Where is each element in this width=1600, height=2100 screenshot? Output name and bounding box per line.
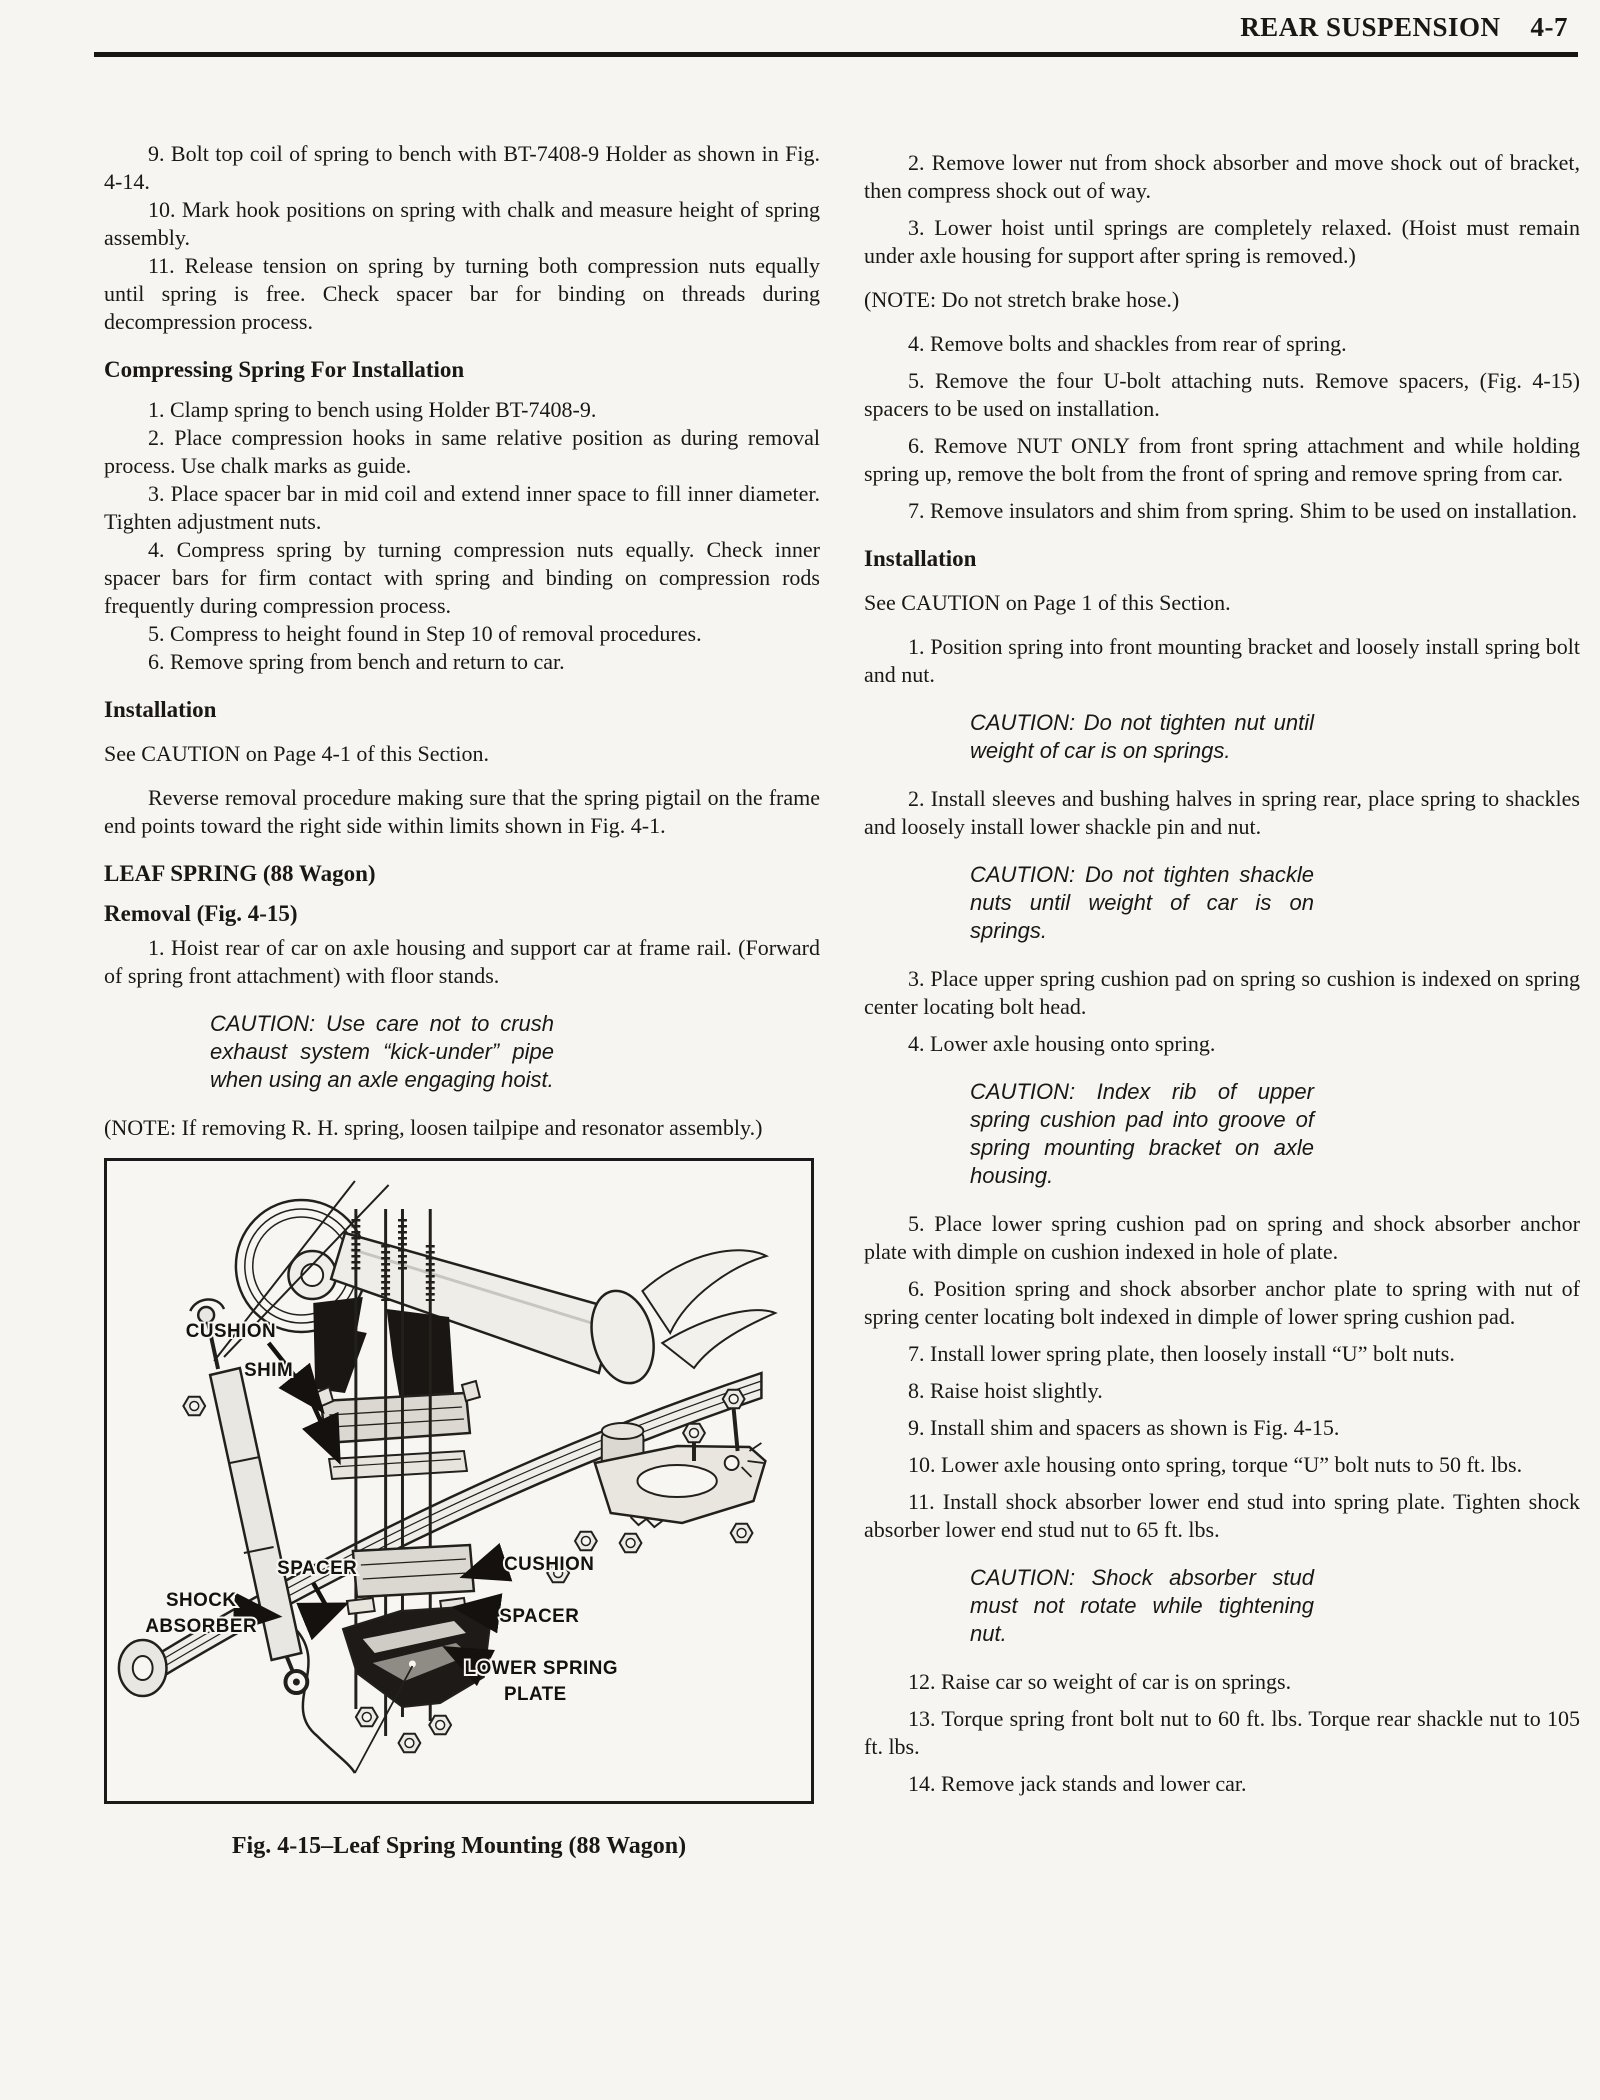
figure-label-cushion-lower: CUSHION	[504, 1553, 595, 1576]
procedure-step: 8. Raise hoist slightly.	[908, 1378, 1103, 1403]
figure-label-shim: SHIM	[244, 1359, 294, 1382]
caution-block: CAUTION: Do not tighten shackle nuts until weight of car is on springs.	[970, 862, 1314, 943]
procedure-step: 10. Lower axle housing onto spring, torque “U” bolt nuts to 50 ft. lbs.	[908, 1452, 1523, 1477]
procedure-step: 12. Raise car so weight of car is on springs.	[908, 1669, 1292, 1694]
procedure-step: 3. Lower hoist until springs are completely relaxed. (Hoist must remain under axle housing for support after spring is removed.)	[864, 215, 1580, 268]
header-page-number: 4-7	[1530, 12, 1568, 42]
figure-label-spacer-right: SPACER	[499, 1605, 580, 1628]
header-title: REAR SUSPENSION	[1240, 12, 1501, 42]
left-column	[104, 140, 820, 1860]
caution-block: CAUTION: Index rib of upper spring cushion pad into groove of spring mounting bracket on axle housing.	[970, 1079, 1314, 1188]
procedure-step: 6. Remove spring from bench and return to car.	[148, 649, 565, 674]
procedure-step: 11. Install shock absorber lower end stud into spring plate. Tighten shock absorber lower end stud nut to 65 ft. lbs.	[864, 1489, 1580, 1542]
figure-label-plate-2: PLATE	[503, 1683, 567, 1706]
procedure-step: 2. Remove lower nut from shock absorber and move shock out of bracket, then compress shock out of way.	[864, 150, 1580, 203]
body-paragraph: See CAUTION on Page 1 of this Section.	[864, 590, 1231, 615]
header-divider	[94, 52, 1578, 57]
procedure-step: 9. Bolt top coil of spring to bench with BT-7408-9 Holder as shown in Fig. 4-14.	[104, 141, 820, 194]
procedure-step: 3. Place upper spring cushion pad on spring so cushion is indexed on spring center locating bolt head.	[864, 966, 1580, 1019]
body-paragraph: See CAUTION on Page 4-1 of this Section.	[104, 741, 489, 766]
procedure-step: 9. Install shim and spacers as shown is Fig. 4-15.	[908, 1415, 1340, 1440]
procedure-step: 5. Compress to height found in Step 10 of removal procedures.	[148, 621, 702, 646]
procedure-step: 5. Place lower spring cushion pad on spring and shock absorber anchor plate with dimple on cushion indexed in hole of plate.	[864, 1211, 1580, 1264]
caution-block: CAUTION: Do not tighten nut until weight of car is on springs.	[970, 710, 1314, 763]
note-paragraph: (NOTE: Do not stretch brake hose.)	[864, 287, 1180, 312]
procedure-step: 5. Remove the four U-bolt attaching nuts. Remove spacers, (Fig. 4-15) spacers to be used on installation.	[864, 368, 1580, 421]
procedure-step: 6. Remove NUT ONLY from front spring attachment and while holding spring up, remove the bolt from the front of spring and remove spring from car.	[864, 433, 1580, 486]
procedure-step: 7. Remove insulators and shim from spring. Shim to be used on installation.	[908, 498, 1578, 523]
procedure-step: 11. Release tension on spring by turning both compression nuts equally until spring is free. Check spacer bar for binding on threads during decompression process.	[104, 253, 820, 334]
figure-caption: Fig. 4-15–Leaf Spring Mounting (88 Wagon)	[231, 1833, 687, 1859]
note-paragraph: (NOTE: If removing R. H. spring, loosen tailpipe and resonator assembly.)	[104, 1115, 763, 1140]
procedure-step: 4. Lower axle housing onto spring.	[908, 1031, 1216, 1056]
procedure-step: 10. Mark hook positions on spring with chalk and measure height of spring assembly.	[104, 197, 820, 250]
sub-heading: Removal (Fig. 4-15)	[104, 901, 298, 926]
right-column	[864, 140, 1580, 1798]
procedure-step: 3. Place spacer bar in mid coil and extend inner space to fill inner diameter. Tighten adjustment nuts.	[104, 481, 820, 534]
lower-cushion	[353, 1545, 474, 1597]
procedure-step: 1. Clamp spring to bench using Holder BT-7408-9.	[148, 397, 597, 422]
shim-plate	[329, 1451, 467, 1479]
procedure-step: 4. Compress spring by turning compression nuts equally. Check inner spacer bars for firm contact with spring and binding on compression rods frequently during compression process.	[104, 537, 820, 618]
figure-label-spacer-left: SPACER	[277, 1557, 358, 1580]
section-heading: Installation	[864, 546, 977, 571]
section-heading: Compressing Spring For Installation	[104, 357, 465, 382]
procedure-step: 14. Remove jack stands and lower car.	[908, 1771, 1247, 1796]
page-header	[1240, 12, 1568, 43]
procedure-step: 7. Install lower spring plate, then loosely install “U” bolt nuts.	[908, 1341, 1455, 1366]
right-column-text	[864, 149, 1580, 1798]
procedure-step: Reverse removal procedure making sure that the spring pigtail on the frame end points toward the right side within limits shown in Fig. 4-1.	[104, 785, 820, 838]
procedure-step: 1. Position spring into front mounting bracket and loosely install spring bolt and nut.	[864, 634, 1580, 687]
anchor-bracket	[595, 1446, 766, 1527]
procedure-step: 6. Position spring and shock absorber anchor plate to spring with nut of spring center locating bolt indexed in dimple of lower spring cushion pad.	[864, 1276, 1580, 1329]
left-column-text	[104, 140, 820, 1142]
figure-label-shock-2: ABSORBER	[145, 1615, 258, 1638]
procedure-step: 2. Place compression hooks in same relative position as during removal process. Use chalk marks as guide.	[104, 425, 820, 478]
figure-label-plate-1: LOWER SPRING	[464, 1657, 619, 1680]
procedure-step: 2. Install sleeves and bushing halves in spring rear, place spring to shackles and loosely install lower shackle pin and nut.	[864, 786, 1580, 839]
caution-block: CAUTION: Use care not to crush exhaust system “kick-under” pipe when using an axle engaging hoist.	[210, 1011, 554, 1092]
section-heading: Installation	[104, 697, 217, 722]
procedure-step: 1. Hoist rear of car on axle housing and support car at frame rail. (Forward of spring front attachment) with floor stands.	[104, 935, 820, 988]
procedure-step: 13. Torque spring front bolt nut to 60 ft. lbs. Torque rear shackle nut to 105 ft. lbs.	[864, 1706, 1580, 1759]
figure-label-cushion-upper: CUSHION	[185, 1320, 277, 1343]
figure-frame	[104, 1158, 814, 1804]
caution-block: CAUTION: Shock absorber stud must not rotate while tightening nut.	[970, 1565, 1314, 1646]
procedure-step: 4. Remove bolts and shackles from rear of spring.	[908, 331, 1347, 356]
figure-4-15	[104, 1158, 814, 1860]
section-heading: LEAF SPRING (88 Wagon)	[104, 861, 376, 886]
leaf-spring-mounting-drawing	[107, 1161, 811, 1801]
figure-label-shock-1: SHOCK	[165, 1589, 237, 1612]
